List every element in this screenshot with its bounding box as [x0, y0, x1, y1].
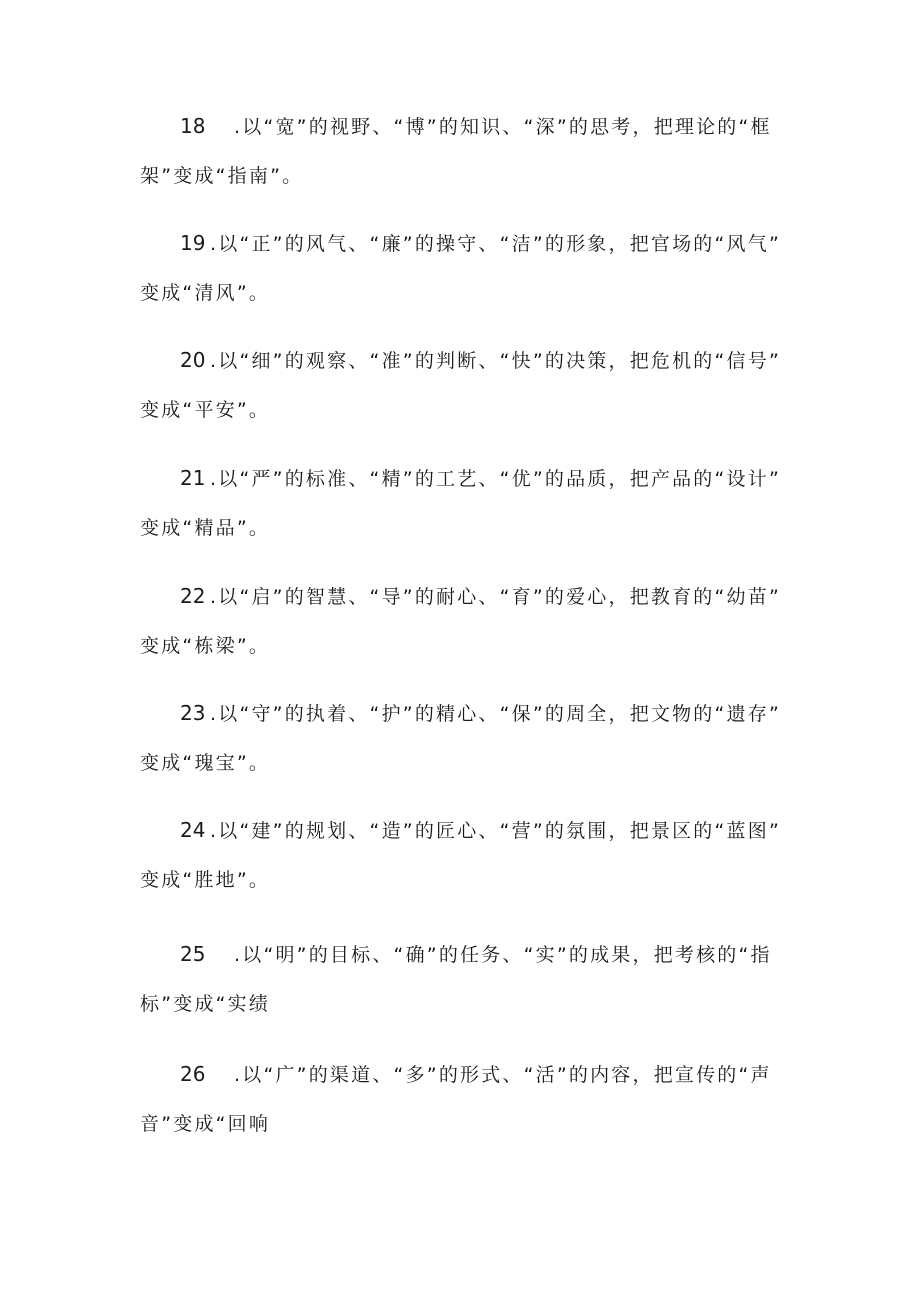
list-item: [140, 115, 780, 187]
item-first-line: [140, 702, 780, 725]
list-item: [140, 232, 780, 304]
item-text: .以“细”的观察、“准”的判断、“快”的决策，把危机的“信号”: [210, 350, 781, 372]
item-number: 20: [180, 348, 206, 372]
list-item: [140, 1063, 780, 1135]
item-text: .以“广”的渠道、“多”的形式、“活”的内容，把宣传的“声: [234, 1064, 772, 1086]
item-text: .以“守”的执着、“护”的精心、“保”的周全，把文物的“遗存”: [210, 703, 781, 725]
item-first-line: [140, 943, 780, 966]
item-number: 24: [180, 818, 206, 842]
item-first-line: [140, 349, 780, 372]
item-first-line: [140, 232, 780, 255]
item-second-line: 变成“瑰宝”。: [140, 752, 271, 774]
item-number: 19: [180, 231, 206, 255]
item-number: 18: [180, 114, 206, 138]
item-first-line: [140, 585, 780, 608]
list-item: [140, 349, 780, 421]
item-text: .以“正”的风气、“廉”的操守、“洁”的形象，把官场的“风气”: [210, 233, 781, 255]
list-item: [140, 819, 780, 891]
item-second-line: 变成“栋梁”。: [140, 635, 271, 657]
list-item: [140, 943, 780, 1015]
item-number: 23: [180, 701, 206, 725]
item-number: 21: [180, 466, 206, 490]
list-item: [140, 467, 780, 539]
list-item: [140, 702, 780, 774]
item-text: .以“宽”的视野、“博”的知识、“深”的思考，把理论的“框: [234, 116, 772, 138]
item-text: .以“严”的标准、“精”的工艺、“优”的品质，把产品的“设计”: [210, 468, 781, 490]
item-first-line: [140, 115, 780, 138]
item-second-line: 变成“精品”。: [140, 517, 271, 539]
item-second-line: 变成“清风”。: [140, 282, 271, 304]
item-second-line: 架”变成“指南”。: [140, 165, 304, 187]
item-text: .以“启”的智慧、“导”的耐心、“育”的爱心，把教育的“幼苗”: [210, 586, 781, 608]
item-second-line: 变成“平安”。: [140, 399, 271, 421]
item-first-line: [140, 467, 780, 490]
item-text: .以“建”的规划、“造”的匠心、“营”的氛围，把景区的“蓝图”: [210, 820, 781, 842]
list-item: [140, 585, 780, 657]
item-first-line: [140, 1063, 780, 1086]
item-second-line: 变成“胜地”。: [140, 869, 271, 891]
item-number: 22: [180, 584, 206, 608]
item-first-line: [140, 819, 780, 842]
item-text: .以“明”的目标、“确”的任务、“实”的成果，把考核的“指: [234, 944, 772, 966]
item-second-line: 标”变成“实绩: [140, 993, 271, 1015]
item-number: 25: [180, 942, 206, 966]
item-second-line: 音”变成“回响: [140, 1113, 271, 1135]
item-number: 26: [180, 1062, 206, 1086]
